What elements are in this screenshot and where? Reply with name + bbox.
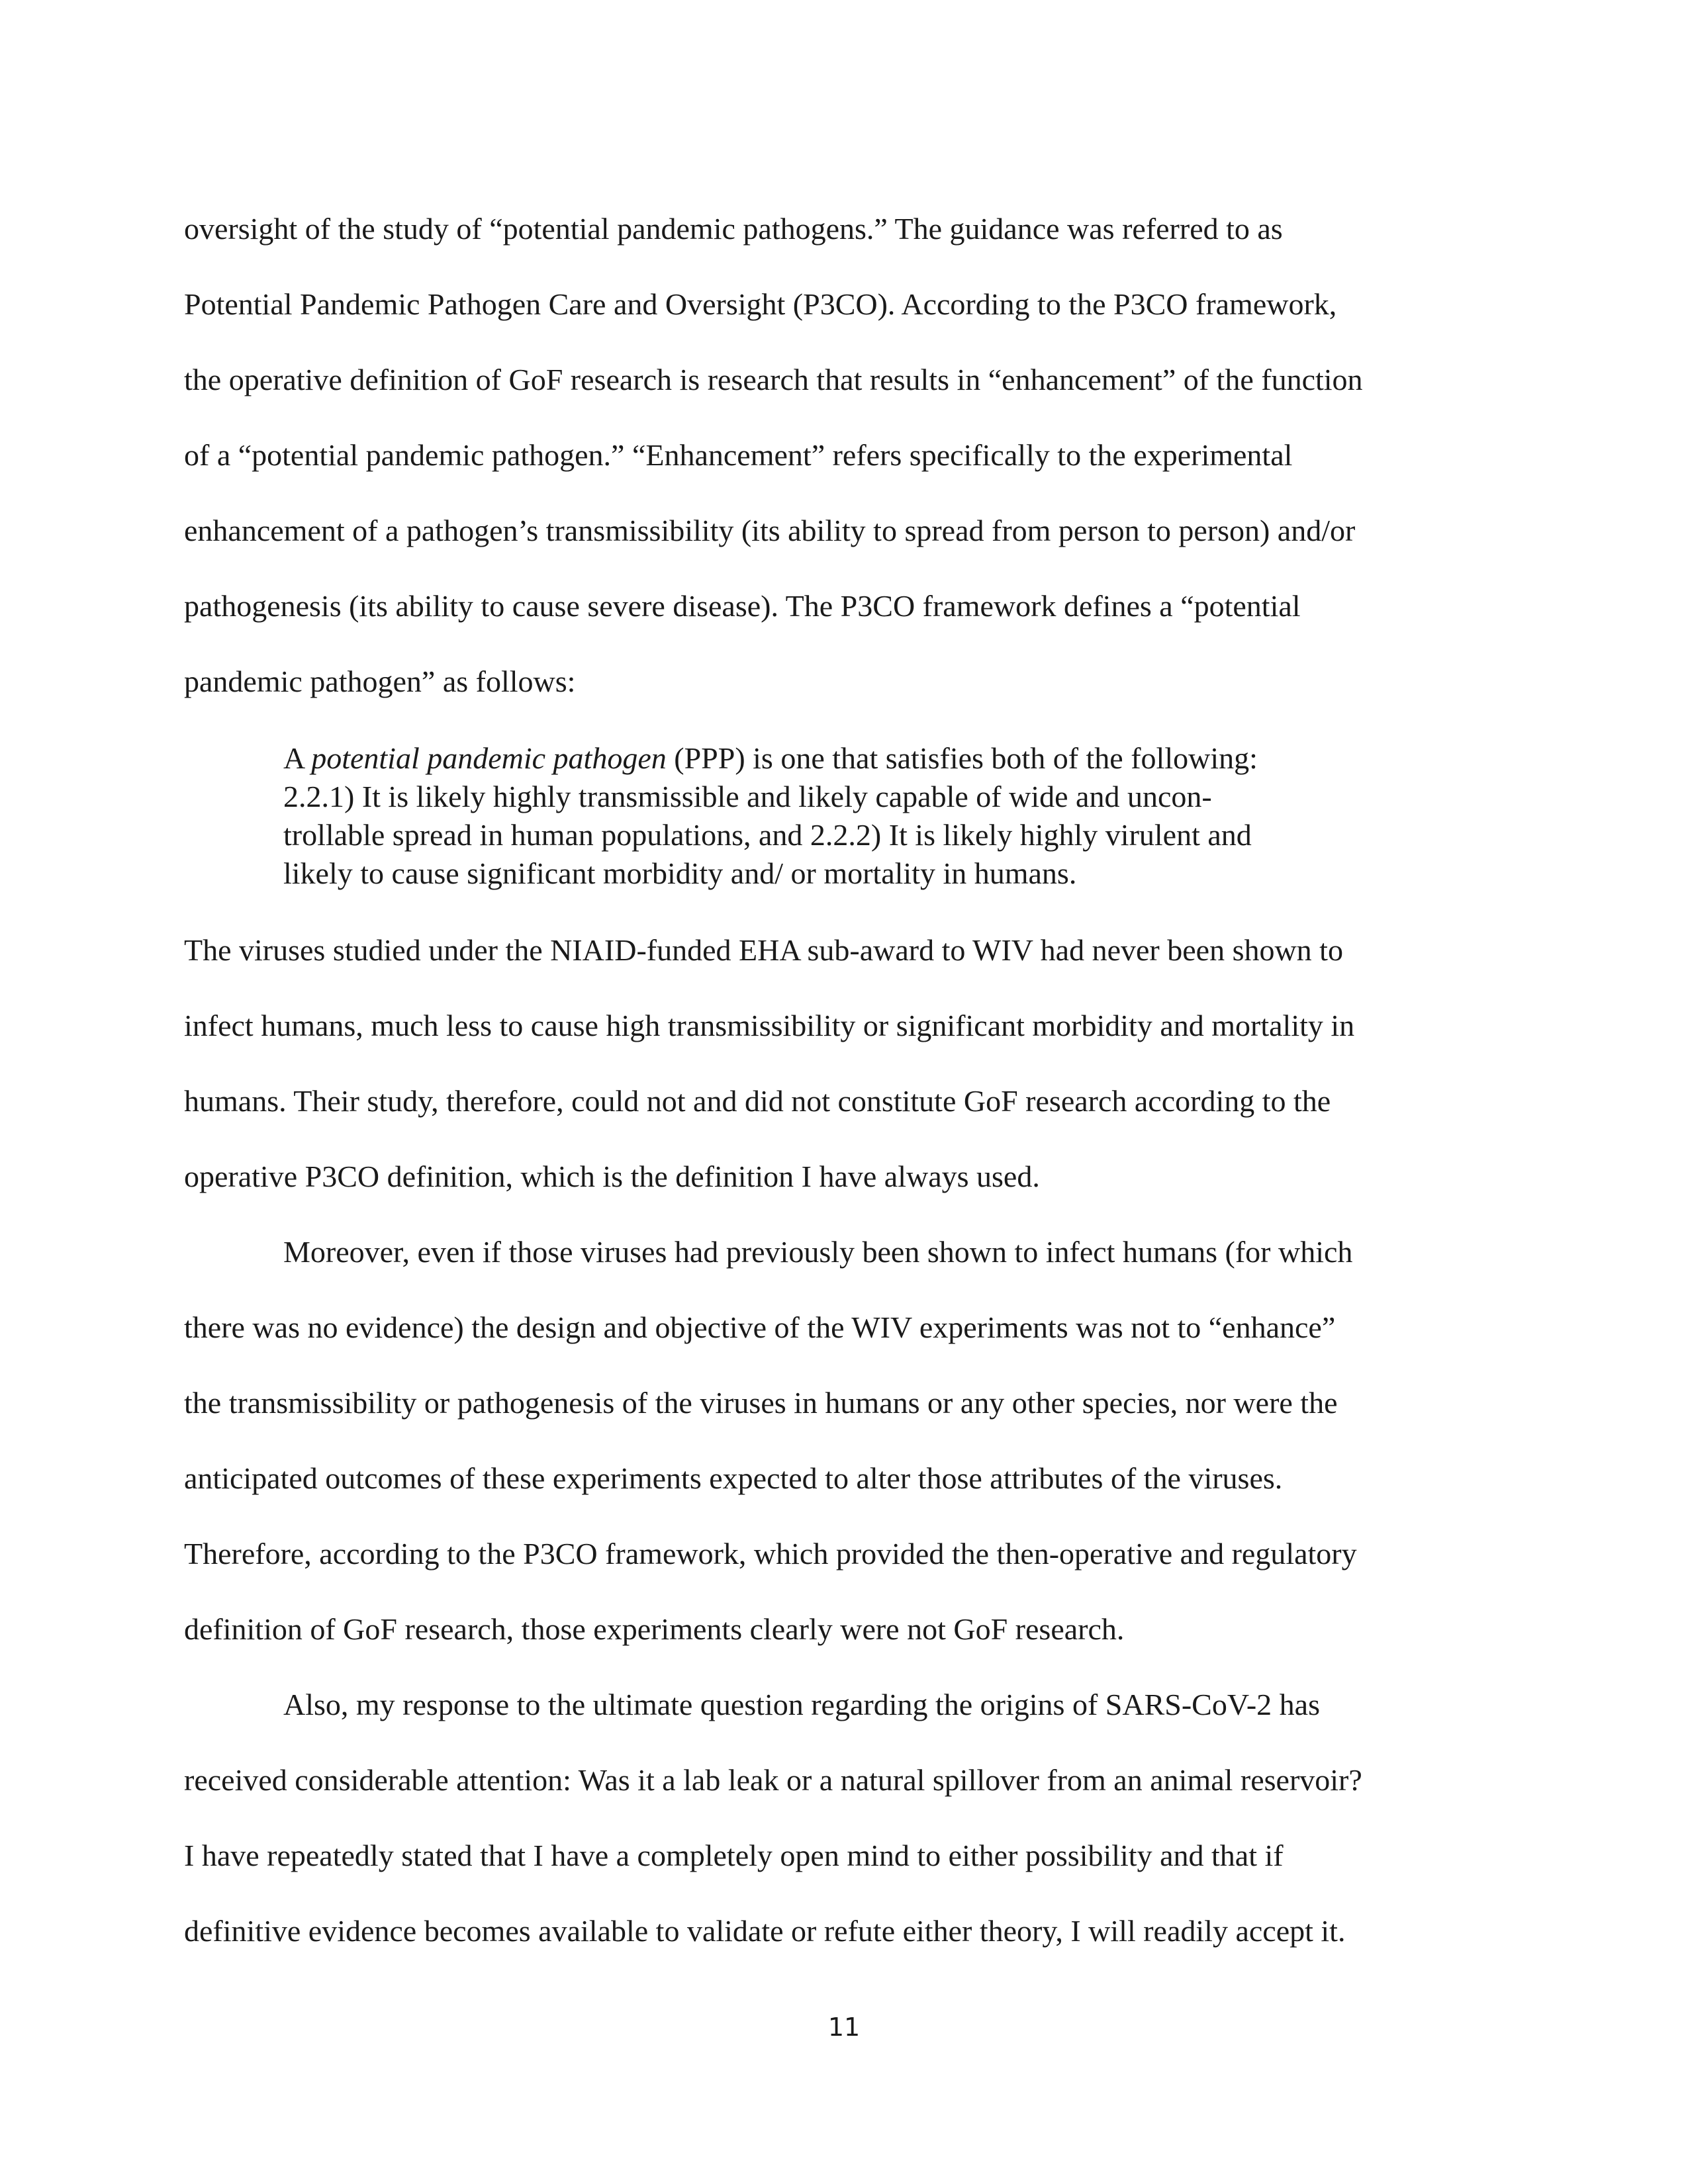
paragraph-3-line-5: Therefore, according to the P3CO framework, which provided the then-operative and regulatory xyxy=(184,1537,1357,1570)
paragraph-4-line-4: definitive evidence becomes available to validate or refute either theory, I will readily accept it. xyxy=(184,1914,1346,1948)
block-quote-suffix: (PPP) is one that satisfies both of the following: xyxy=(666,741,1258,775)
paragraph-1-line-7: pandemic pathogen” as follows: xyxy=(184,664,576,698)
paragraph-1-line-2: Potential Pandemic Pathogen Care and Oversight (P3CO). According to the P3CO framework, xyxy=(184,287,1337,321)
block-quote-line-4: likely to cause significant morbidity and/ or mortality in humans. xyxy=(283,856,1077,890)
paragraph-2-line-4: operative P3CO definition, which is the definition I have always used. xyxy=(184,1160,1040,1193)
paragraph-2-line-1: The viruses studied under the NIAID-funded EHA sub-award to WIV had never been shown to xyxy=(184,933,1343,967)
page-number: 11 xyxy=(827,2013,861,2042)
block-quote-line-3: trollable spread in human populations, and 2.2.2) It is likely highly virulent and xyxy=(283,818,1252,852)
paragraph-1-line-6: pathogenesis (its ability to cause severe disease). The P3CO framework defines a “potential xyxy=(184,589,1301,623)
paragraph-4-line-3: I have repeatedly stated that I have a completely open mind to either possibility and that if xyxy=(184,1839,1284,1872)
paragraph-2-line-3: humans. Their study, therefore, could not and did not constitute GoF research according to the xyxy=(184,1084,1331,1118)
block-quote-line-1 xyxy=(283,740,1258,777)
paragraph-3-line-6: definition of GoF research, those experiments clearly were not GoF research. xyxy=(184,1612,1125,1646)
block-quote-line-2: 2.2.1) It is likely highly transmissible and likely capable of wide and uncon- xyxy=(283,780,1212,813)
paragraph-4-line-2: received considerable attention: Was it a lab leak or a natural spillover from an animal reservoir? xyxy=(184,1763,1362,1797)
paragraph-3-line-4: anticipated outcomes of these experiments expected to alter those attributes of the viruses. xyxy=(184,1461,1283,1495)
block-quote-defined-term: potential pandemic pathogen xyxy=(311,741,667,775)
paragraph-3-line-2: there was no evidence) the design and objective of the WIV experiments was not to “enhance” xyxy=(184,1310,1336,1344)
block-quote-prefix: A xyxy=(283,741,312,775)
paragraph-1-line-1: oversight of the study of “potential pandemic pathogens.” The guidance was referred to as xyxy=(184,212,1283,246)
paragraph-1-line-4: of a “potential pandemic pathogen.” “Enhancement” refers specifically to the experimental xyxy=(184,438,1293,472)
paragraph-3-line-3: the transmissibility or pathogenesis of the viruses in humans or any other species, nor were the xyxy=(184,1386,1338,1420)
paragraph-2-line-2: infect humans, much less to cause high transmissibility or significant morbidity and mortality in xyxy=(184,1009,1355,1042)
paragraph-1-line-5: enhancement of a pathogen’s transmissibility (its ability to spread from person to person) and/or xyxy=(184,514,1356,547)
paragraph-3-line-1: Moreover, even if those viruses had previously been shown to infect humans (for which xyxy=(283,1235,1353,1269)
paragraph-1-line-3: the operative definition of GoF research is research that results in “enhancement” of the function xyxy=(184,363,1363,396)
paragraph-4-line-1: Also, my response to the ultimate question regarding the origins of SARS-CoV-2 has xyxy=(283,1688,1320,1721)
